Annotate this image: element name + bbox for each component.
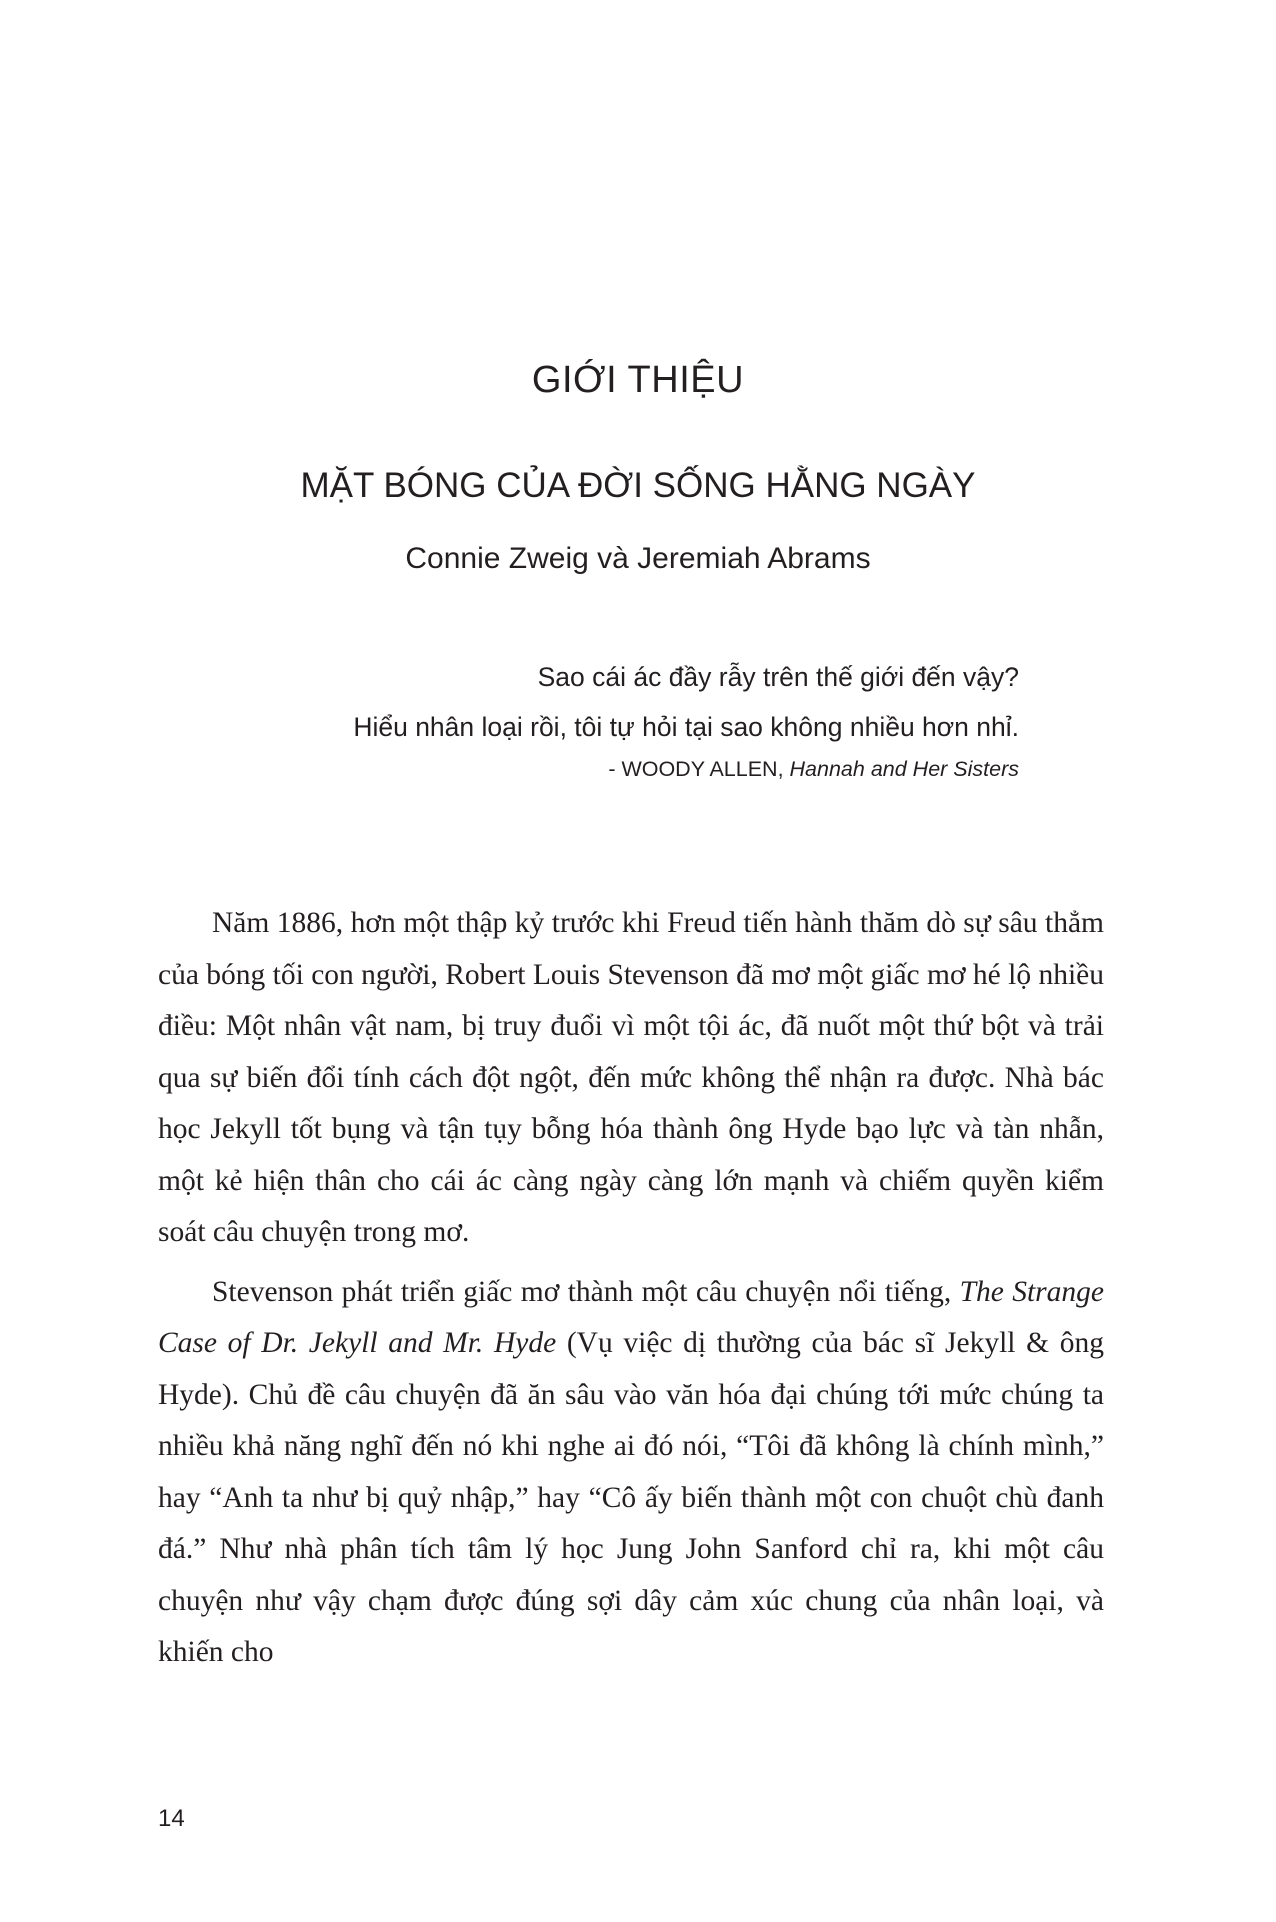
attribution-author: - WOODY ALLEN, (608, 757, 790, 781)
book-title: The Strange Case of Dr. Jekyll and Mr. Hyde (158, 1275, 1104, 1359)
authors: Connie Zweig và Jeremiah Abrams (405, 542, 871, 575)
chapter-title: GIỚI THIỆU (531, 359, 745, 401)
paragraph-2-start: Stevenson phát triển giấc mơ thành một câu chuyện nổi tiếng, (212, 1275, 960, 1308)
page-number: 14 (158, 1805, 185, 1832)
epigraph-line-1: Sao cái ác đầy rẫy trên thế giới đến vậy? (537, 662, 1019, 692)
paragraph-1: Năm 1886, hơn một thập kỷ trước khi Freud tiến hành thăm dò sự sâu thẳm của bóng tối con người, Robert Louis Stevenson đã mơ một giấc mơ hé lộ nhiều điều: Một nhân vật nam, bị truy đuổi vì một tội ác, đã nuốt một thứ bột và trải qua sự biến đổi tính cách đột ngột, đến mức không thể nhận ra được. Nhà bác học Jekyll tốt bụng và tận tụy bỗng hóa thành ông Hyde bạo lực và tàn nhẫn, một kẻ hiện thân cho cái ác càng ngày càng lớn mạnh và chiếm quyền kiểm soát câu chuyện trong mơ. (158, 907, 1105, 1248)
epigraph (219, 652, 1019, 784)
body-text (158, 898, 1104, 1679)
epigraph-attribution (219, 754, 1019, 784)
paragraph-2-rest: (Vụ việc dị thường của bác sĩ Jekyll & ông Hyde). Chủ đề câu chuyện đã ăn sâu vào văn hóa đại chúng tới mức chúng ta nhiều khả năng nghĩ đến nó khi nghe ai đó nói, “Tôi đã không là chính mình,” hay “Anh ta như bị quỷ nhập,” hay “Cô ấy biến thành một con chuột chù đanh đá.” Như nhà phân tích tâm lý học Jung John Sanford chỉ ra, khi một câu chuyện như vậy chạm được đúng sợi dây cảm xúc chung của nhân loại, và khiến cho (158, 1327, 1104, 1668)
chapter-subtitle: MẶT BÓNG CỦA ĐỜI SỐNG HẰNG NGÀY (300, 466, 976, 505)
attribution-work: Hannah and Her Sisters (789, 757, 1019, 781)
epigraph-line-2: Hiểu nhân loại rồi, tôi tự hỏi tại sao không nhiều hơn nhỉ. (353, 712, 1019, 742)
paragraph-2 (158, 1267, 1104, 1679)
